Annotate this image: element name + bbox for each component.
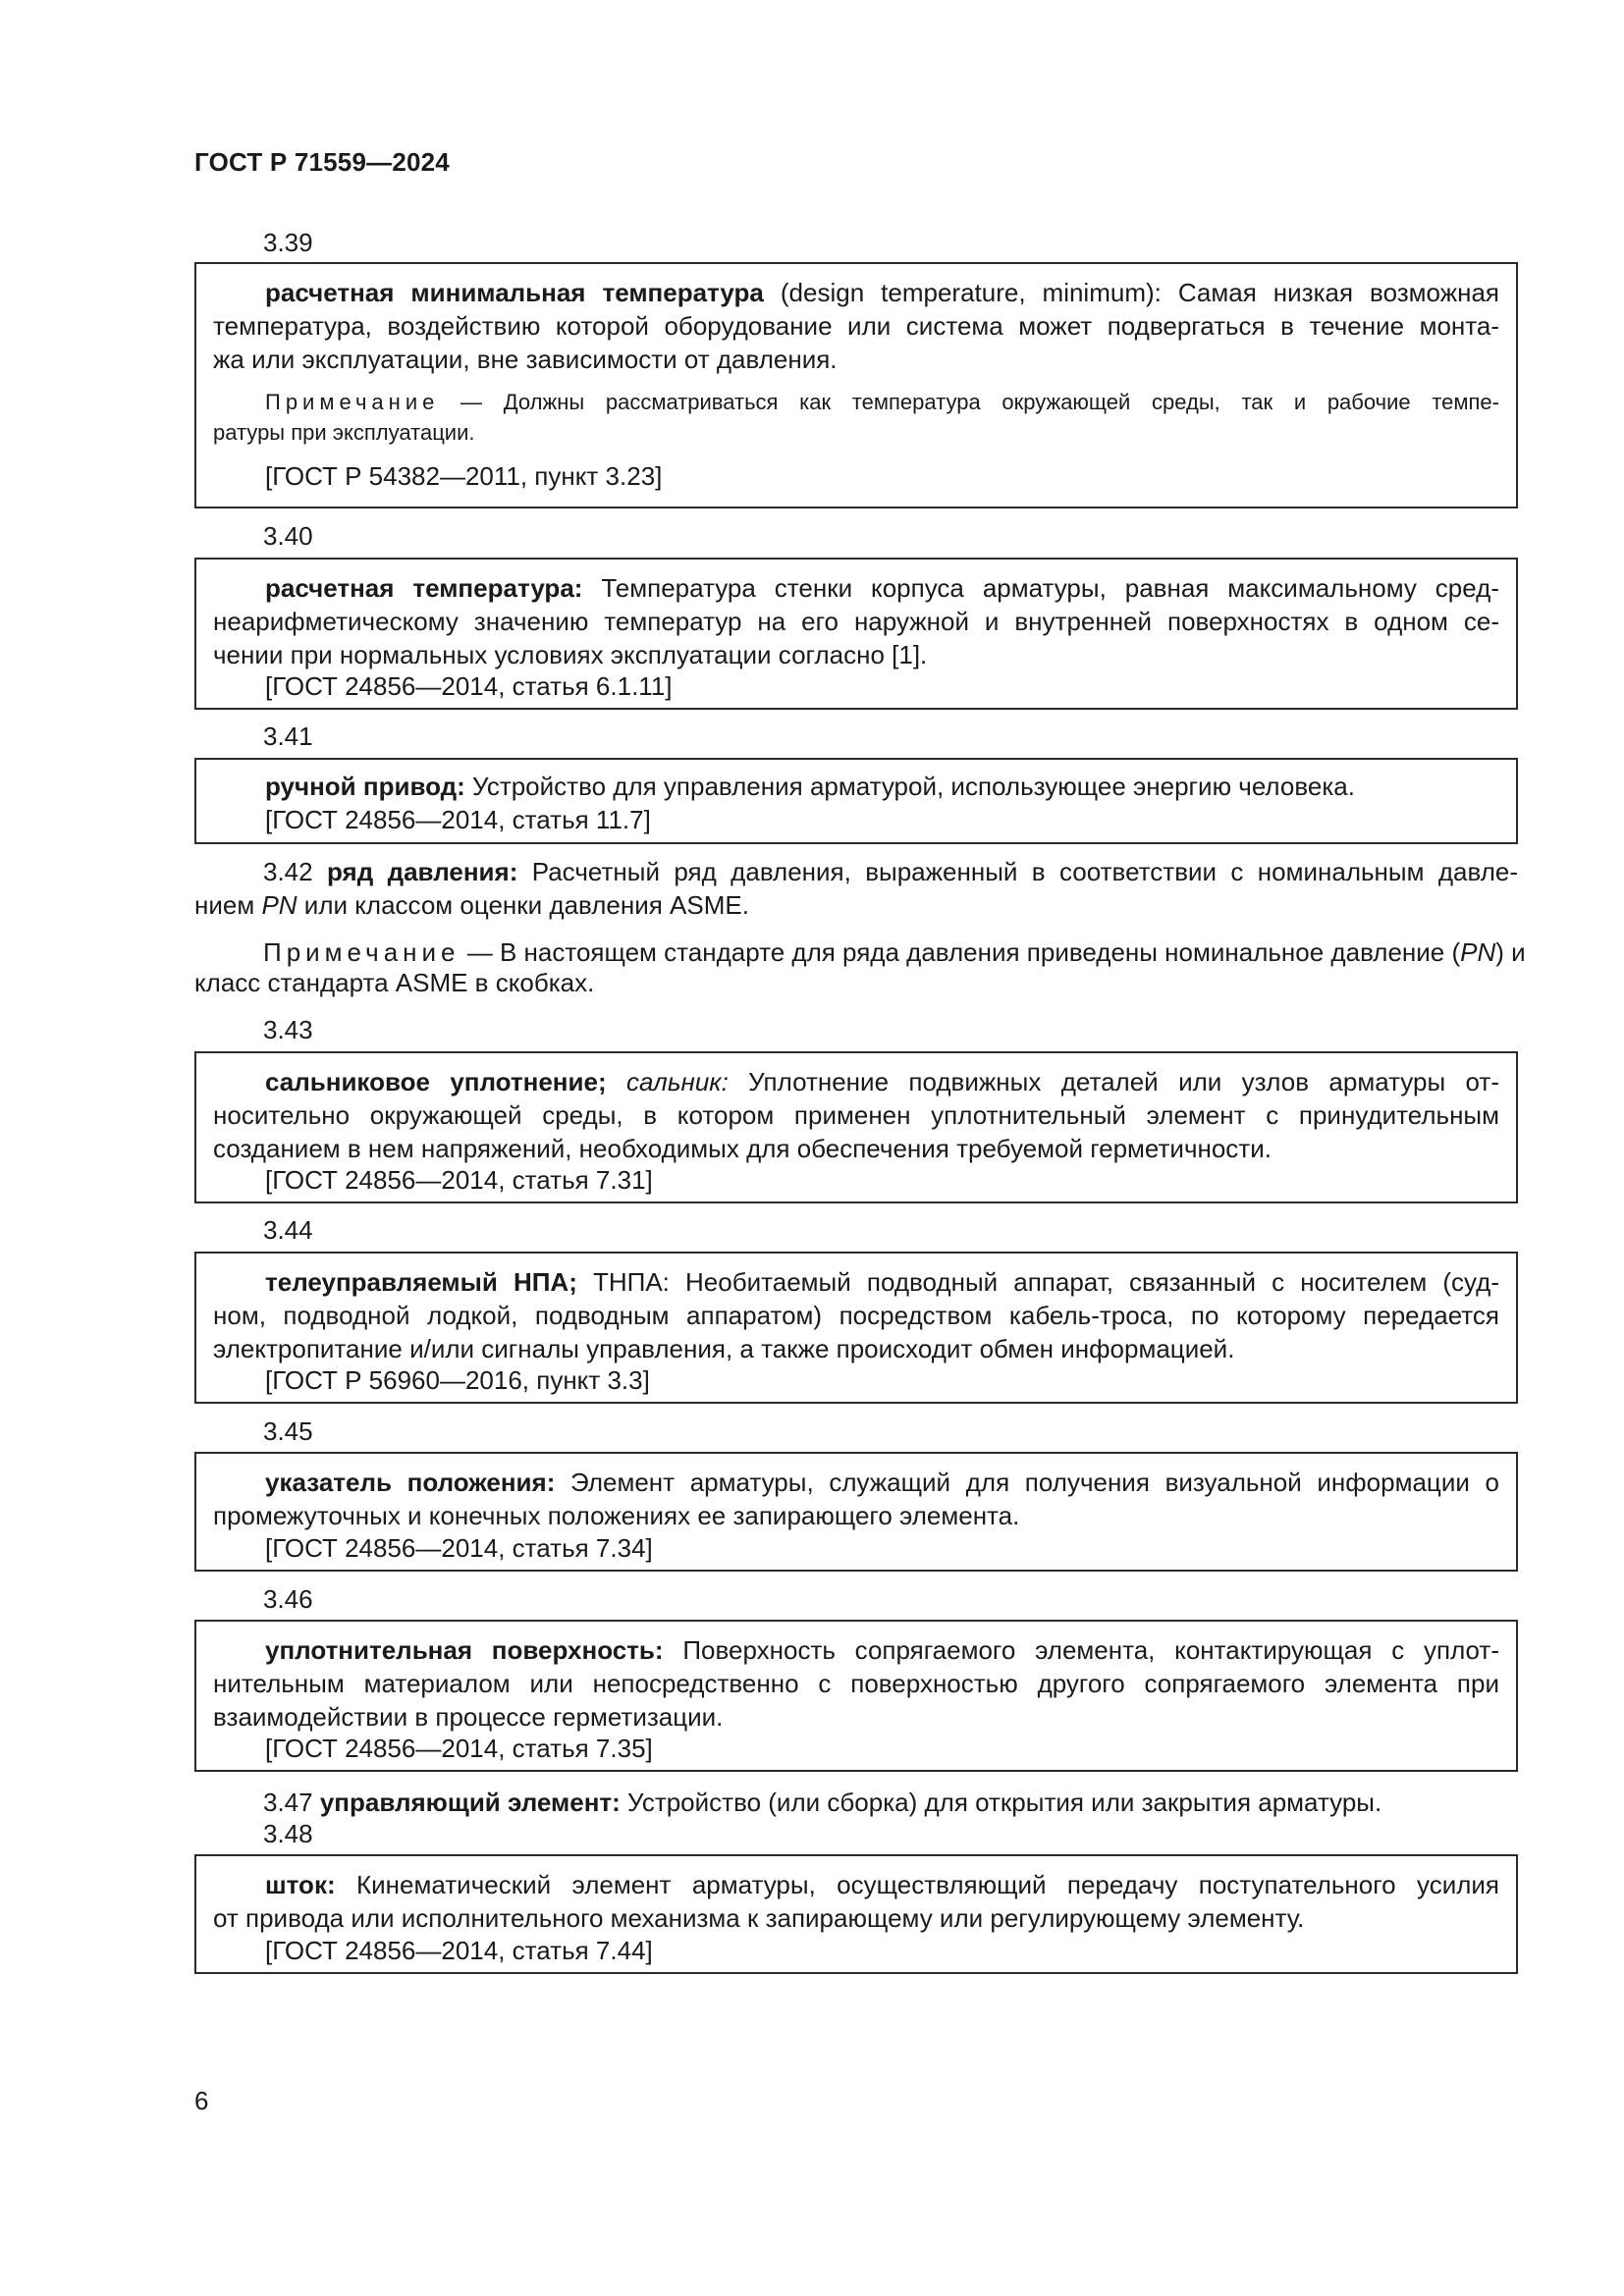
- term-number-3-45: 3.45: [263, 1416, 313, 1446]
- term-text-line: носительно окружающей среды, в котором применен уплотнительный элемент с принудительным: [213, 1100, 1499, 1130]
- term-note-line: Примечание — В настоящем стандарте для ряда давления приведены номинальное давление (PN) и: [263, 937, 1526, 967]
- term-number-3-39: 3.39: [263, 228, 313, 257]
- document-header: ГОСТ Р 71559—2024: [194, 147, 450, 177]
- term-text-line: температура, воздействию которой оборудование или система может подвергаться в течение монта-: [213, 311, 1499, 341]
- term-box-3-45: [194, 1452, 1518, 1572]
- term-text-line: нием PN или классом оценки давления ASME.: [194, 890, 749, 920]
- term-text-line: ном, подводной лодкой, подводным аппаратом) посредством кабель-троса, по которому передается: [213, 1301, 1499, 1330]
- page-number: 6: [194, 2086, 209, 2115]
- term-text-3-47: 3.47 управляющий элемент: Устройство (или сборка) для открытия или закрытия арматуры.: [263, 1788, 1382, 1817]
- note-label: Примечание: [263, 937, 460, 967]
- term-text-line: промежуточных и конечных положениях ее запирающего элемента.: [213, 1501, 1020, 1530]
- note-label: Примечание: [265, 390, 440, 414]
- term-box-3-44: [194, 1252, 1518, 1404]
- term-number-3-41: 3.41: [263, 721, 313, 751]
- term-name: расчетная минимальная температура: [265, 278, 764, 307]
- term-text-line: от привода или исполнительного механизма к запирающему или регулирующему элементу.: [213, 1903, 1305, 1933]
- term-box-3-43: [194, 1051, 1518, 1203]
- term-box-3-39: [194, 262, 1518, 508]
- term-name: расчетная температура:: [265, 573, 583, 603]
- term-box-3-40: [194, 558, 1518, 710]
- term-text-line: расчетная температура: Температура стенки корпуса арматуры, равная максимальному сред-: [265, 573, 1499, 603]
- term-name: управляющий элемент:: [319, 1788, 621, 1817]
- term-text-line: расчетная минимальная температура (design temperature, minimum): Самая низкая возможная: [265, 278, 1499, 307]
- term-reference: [ГОСТ 24856—2014, статья 6.1.11]: [265, 671, 673, 701]
- term-box-3-46: [194, 1620, 1518, 1772]
- term-text-line: неарифметическому значению температур на его наружной и внутренней поверхностях в одном се-: [213, 607, 1499, 636]
- term-note-line: Примечание — Должны рассматриваться как температура окружающей среды, так и рабочие темпе-: [265, 390, 1499, 414]
- term-reference: [ГОСТ 24856—2014, статья 7.31]: [265, 1165, 653, 1195]
- term-text-line: указатель положения: Элемент арматуры, служащий для получения визуальной информации о: [265, 1468, 1499, 1497]
- term-name: ручной привод:: [265, 772, 465, 801]
- term-text-line: уплотнительная поверхность: Поверхность сопрягаемого элемента, контактирующая с уплот-: [265, 1635, 1499, 1665]
- term-reference: [ГОСТ Р 56960—2016, пункт 3.3]: [265, 1365, 650, 1395]
- term-text-line: ручной привод: Устройство для управления арматурой, использующее энергию человека.: [265, 772, 1355, 801]
- term-text-3-42: 3.42 ряд давления: Расчетный ряд давления, выраженный в соответствии с номинальным давле-: [263, 857, 1518, 886]
- term-text-line: сальниковое уплотнение; сальник: Уплотнение подвижных деталей или узлов арматуры от-: [265, 1067, 1499, 1096]
- term-note-line: класс стандарта ASME в скобках.: [194, 968, 595, 997]
- term-name: ряд давления:: [327, 857, 518, 886]
- term-text-line: телеуправляемый НПА; ТНПА: Необитаемый подводный аппарат, связанный с носителем (суд-: [265, 1267, 1499, 1297]
- term-text-line: нительным материалом или непосредственно с поверхностью другого сопрягаемого элемента при: [213, 1669, 1499, 1698]
- term-reference: [ГОСТ 24856—2014, статья 11.7]: [265, 805, 651, 834]
- term-text-line: чении при нормальных условиях эксплуатации согласно [1].: [213, 640, 928, 669]
- term-box-3-48: [194, 1854, 1518, 1974]
- term-number-3-43: 3.43: [263, 1015, 313, 1044]
- term-name: уплотнительная поверхность:: [265, 1635, 664, 1665]
- term-note-line: ратуры при эксплуатации.: [213, 420, 475, 445]
- term-reference: [ГОСТ 24856—2014, статья 7.34]: [265, 1533, 653, 1563]
- term-box-3-41: [194, 758, 1518, 844]
- term-number-3-44: 3.44: [263, 1215, 313, 1245]
- term-name: телеуправляемый НПА;: [265, 1267, 577, 1297]
- term-name: указатель положения:: [265, 1468, 556, 1497]
- term-name: сальниковое уплотнение;: [265, 1067, 607, 1096]
- term-text-line: взаимодействии в процессе герметизации.: [213, 1702, 724, 1732]
- term-reference: [ГОСТ Р 54382—2011, пункт 3.23]: [265, 461, 663, 491]
- term-text-line: шток: Кинематический элемент арматуры, осуществляющий передачу поступательного усилия: [265, 1870, 1499, 1899]
- term-reference: [ГОСТ 24856—2014, статья 7.35]: [265, 1734, 653, 1763]
- term-text-line: жа или эксплуатации, вне зависимости от давления.: [213, 345, 838, 374]
- term-synonym: сальник:: [626, 1067, 729, 1096]
- term-number-3-48: 3.48: [263, 1819, 313, 1848]
- term-number-3-46: 3.46: [263, 1584, 313, 1614]
- term-text-line: созданием в нем напряжений, необходимых для обеспечения требуемой герметичности.: [213, 1134, 1272, 1163]
- term-name: шток:: [265, 1870, 336, 1899]
- term-reference: [ГОСТ 24856—2014, статья 7.44]: [265, 1936, 653, 1965]
- term-number-3-40: 3.40: [263, 521, 313, 551]
- term-text-line: электропитание и/или сигналы управления, а также происходит обмен информацией.: [213, 1334, 1235, 1363]
